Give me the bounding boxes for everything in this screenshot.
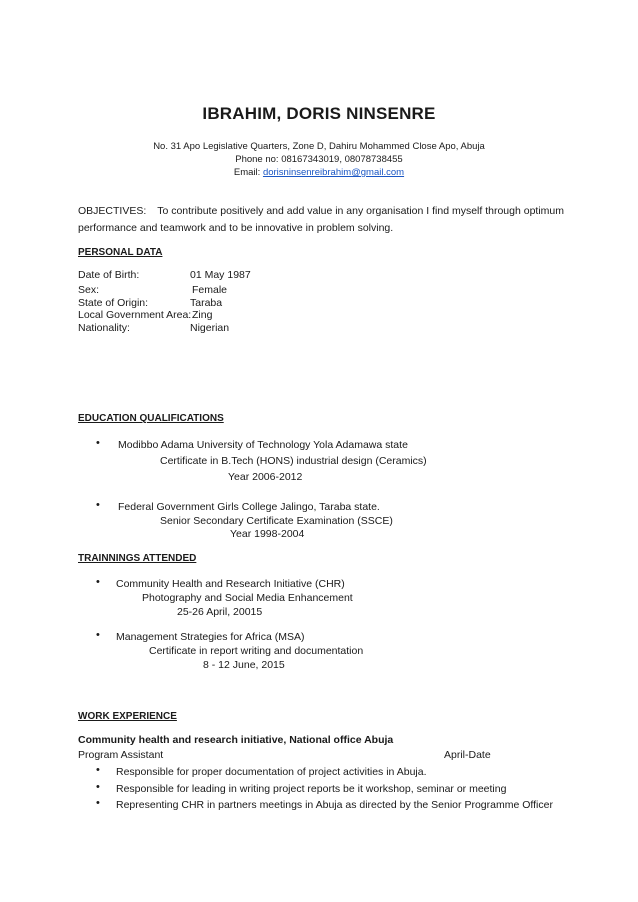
work-period: April-Date: [444, 749, 491, 761]
email-link[interactable]: dorisninsenreibrahim@gmail.com: [262, 167, 405, 178]
objectives-text-2: performance and teamwork and to be innovative in problem solving.: [78, 222, 394, 234]
bullet-icon: •: [96, 797, 100, 809]
bullet-icon: •: [96, 499, 100, 511]
work-duty-3: Representing CHR in partners meetings in Abuja as directed by the Senior Programme Officer: [116, 799, 553, 811]
education-year-2: Year 1998-2004: [230, 528, 305, 540]
education-detail-1: Certificate in B.Tech (HONS) industrial design (Ceramics): [160, 455, 427, 467]
bullet-icon: •: [96, 764, 100, 776]
training-date-2: 8 - 12 June, 2015: [203, 659, 285, 671]
work-heading: WORK EXPERIENCE: [78, 711, 177, 722]
work-organisation: Community health and research initiative, National office Abuja: [78, 734, 394, 746]
education-detail-2: Senior Secondary Certificate Examination (SSCE): [160, 515, 393, 527]
candidate-name: IBRAHIM, DORIS NINSENRE: [202, 104, 436, 123]
bullet-icon: •: [96, 576, 100, 588]
training-detail-2: Certificate in report writing and documentation: [149, 645, 364, 657]
training-org-1: Community Health and Research Initiative (CHR): [116, 578, 345, 590]
education-school-2: Federal Government Girls College Jalingo, Taraba state.: [118, 501, 380, 513]
training-date-1: 25-26 April, 20015: [177, 606, 263, 618]
phone-line: Phone no: 08167343019, 08078738455: [235, 154, 403, 165]
work-duty-2: Responsible for leading in writing project reports be it workshop, seminar or meeting: [116, 783, 507, 795]
nationality-value: Nigerian: [190, 322, 230, 334]
objectives-label: OBJECTIVES:: [78, 205, 147, 217]
work-role: Program Assistant: [78, 749, 164, 761]
state-value: Taraba: [190, 297, 223, 309]
email-line: [0, 167, 638, 178]
personal-data-heading: PERSONAL DATA: [78, 247, 163, 258]
objectives-text-1: To contribute positively and add value in any organisation I find myself through optimum: [157, 205, 565, 217]
education-heading: EDUCATION QUALIFICATIONS: [78, 413, 224, 424]
dob-value: 01 May 1987: [190, 269, 251, 281]
education-year-1: Year 2006-2012: [228, 471, 303, 483]
training-org-2: Management Strategies for Africa (MSA): [116, 631, 305, 643]
lga-label: Local Government Area:: [78, 309, 192, 321]
state-label: State of Origin:: [78, 297, 149, 309]
training-detail-1: Photography and Social Media Enhancement: [142, 592, 353, 604]
objectives-line-1: [78, 205, 564, 217]
education-school-1: Modibbo Adama University of Technology Yola Adamawa state: [118, 439, 408, 451]
bullet-icon: •: [96, 781, 100, 793]
dob-label: Date of Birth:: [78, 269, 140, 281]
bullet-icon: •: [96, 437, 100, 449]
sex-value: Female: [192, 284, 228, 296]
work-duty-1: Responsible for proper documentation of project activities in Abuja.: [116, 766, 427, 778]
sex-label: Sex:: [78, 284, 100, 296]
nationality-label: Nationality:: [78, 322, 130, 334]
email-label: Email:: [233, 167, 263, 178]
bullet-icon: •: [96, 629, 100, 641]
address-line: No. 31 Apo Legislative Quarters, Zone D, Dahiru Mohammed Close Apo, Abuja: [153, 141, 485, 152]
trainings-heading: TRAINNINGS ATTENDED: [78, 553, 197, 564]
lga-value: Zing: [192, 309, 213, 321]
